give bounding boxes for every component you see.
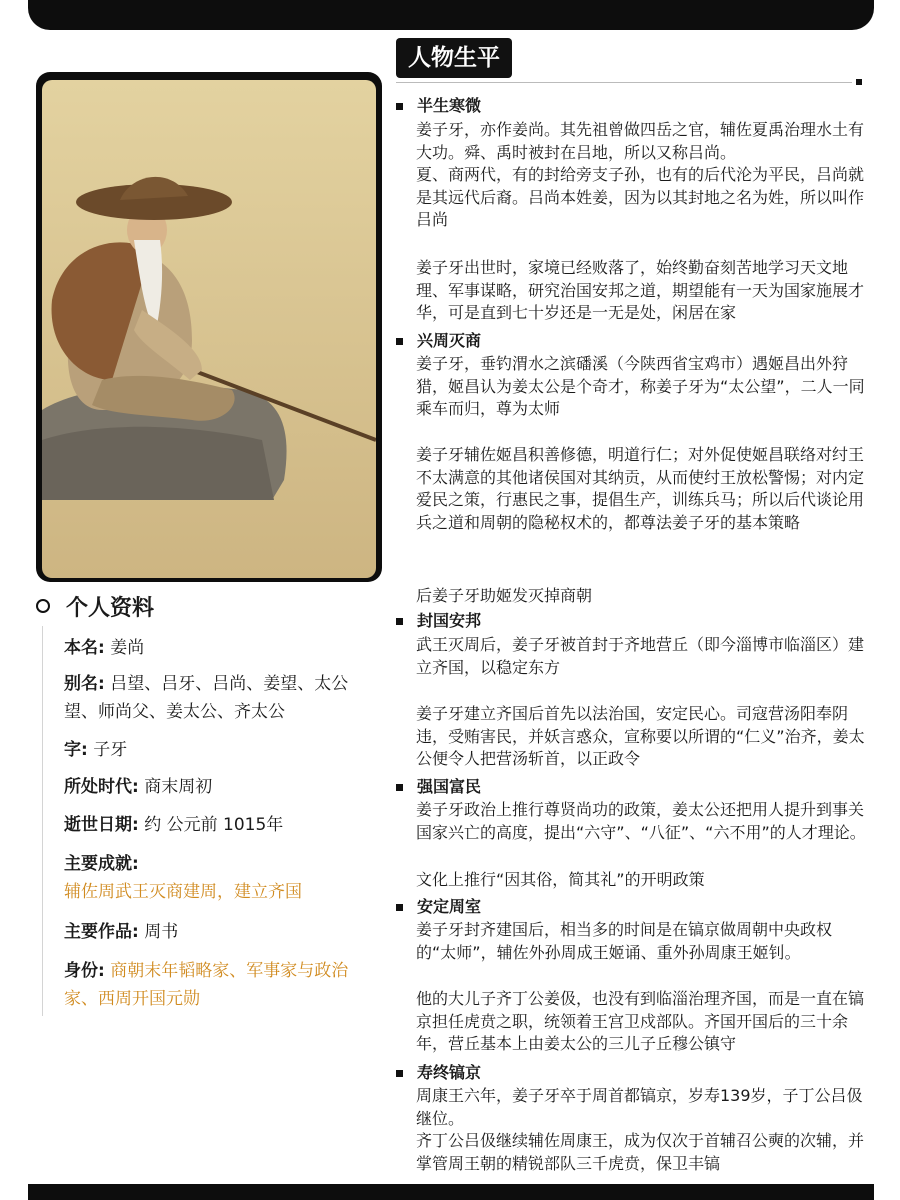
bio-divider [396, 82, 852, 83]
profile-header [36, 590, 154, 622]
field-label: 逝世日期: [64, 815, 139, 835]
section-paragraph: 姜子牙建立齐国后首先以法治国，安定民心。司寇营汤阳奉阴违，受贿害民，并妖言惑众，宣称要以所谓的“仁义”治齐，姜太公便令人把营汤斩首，以正政令 [416, 704, 865, 768]
bottom-banner-bar [28, 1184, 874, 1200]
section-paragraph: 夏、商两代，有的封给旁支子孙，也有的后代沦为平民，吕尚就是其远代后裔。吕尚本姓姜，因为以其封地之名为姓，所以叫作吕尚 [416, 165, 865, 229]
field-label: 本名: [64, 638, 105, 658]
section-paragraph: 姜子牙出世时，家境已经败落了，始终勤奋刻苦地学习天文地理、军事谋略，研究治国安邦之道，期望能有一天为国家施展才华，可是直到七十岁还是一无是处，闲居在家 [416, 258, 865, 322]
field-label: 字: [64, 740, 88, 760]
field-value: 商末周初 [144, 777, 213, 797]
field-value: 约 公元前 1015年 [144, 815, 284, 835]
field-value: 子牙 [93, 740, 128, 760]
section-paragraph: 后姜子牙助姬发灭掉商朝 [416, 586, 593, 605]
field-value: 姜尚 [110, 638, 145, 658]
circle-bullet-icon [36, 599, 50, 613]
section-paragraph: 姜子牙，垂钓渭水之滨磻溪（今陕西省宝鸡市）遇姬昌出外狩猎，姬昌认为姜太公是个奇才，称姜子牙为“太公望”，二人一同乘车而归，尊为太师 [416, 354, 865, 418]
section-paragraph: 姜子牙封齐建国后，相当多的时间是在镐京做周朝中央政权的“太师”，辅佐外孙周成王姬诵、重外孙周康王姬钊。 [416, 920, 833, 962]
section-paragraph: 文化上推行“因其俗，简其礼”的开明政策 [416, 870, 705, 889]
square-bullet-icon [396, 784, 403, 791]
square-bullet-icon [396, 338, 403, 345]
section-paragraph: 姜子牙政治上推行尊贤尚功的政策，姜太公还把用人提升到事关国家兴亡的高度，提出“六守”、“八征”、“六不用”的人才理论。 [416, 800, 866, 842]
field-label: 主要成就: [64, 854, 139, 874]
field-value: 商朝末年韬略家、军事家与政治家、西周开国元勋 [64, 961, 349, 1009]
section-paragraph: 齐丁公吕伋继续辅佐周康王，成为仅次于首辅召公奭的次辅，并掌管周王朝的精锐部队三千虎贲，保卫丰镐 [416, 1131, 865, 1173]
square-bullet-icon [396, 904, 403, 911]
section-paragraph: 他的大儿子齐丁公姜伋，也没有到临淄治理齐国，而是一直在镐京担任虎贲之职，统领着王宫卫戍部队。齐国开国后的三十余年，营丘基本上由姜太公的三儿子丘穆公镇守 [416, 989, 865, 1053]
square-bullet-icon [396, 618, 403, 625]
field-achievement [64, 850, 380, 906]
field-identity [64, 957, 380, 1013]
portrait-name [36, 570, 382, 582]
section-paragraph: 武王灭周后，姜子牙被首封于齐地营丘（即今淄博市临淄区）建立齐国，以稳定东方 [416, 635, 865, 677]
section-title: 强国富民 [396, 776, 481, 798]
profile-title: 个人资料 [66, 595, 155, 621]
section-title: 半生寒微 [396, 95, 481, 117]
square-bullet-icon [396, 103, 403, 110]
field-label: 所处时代: [64, 777, 139, 797]
profile-divider [42, 626, 43, 1016]
field-alias [64, 670, 380, 726]
section-title: 安定周室 [396, 896, 481, 918]
section-title: 寿终镐京 [396, 1062, 481, 1084]
section-title: 封国安邦 [396, 610, 481, 632]
section-paragraph: 周康王六年，姜子牙卒于周首都镐京，岁寿139岁，子丁公吕伋继位。 [416, 1086, 863, 1128]
field-courtesy-name [64, 736, 380, 764]
field-label: 主要作品: [64, 922, 139, 942]
field-value: 辅佐周武王灭商建周，建立齐国 [64, 882, 302, 902]
top-banner-bar [28, 0, 874, 30]
portrait-card [36, 72, 382, 582]
field-label: 别名: [64, 674, 105, 694]
field-value: 吕望、吕牙、吕尚、姜望、太公望、师尚父、姜太公、齐太公 [64, 674, 349, 722]
field-real-name [64, 634, 380, 662]
square-end-icon [856, 79, 862, 85]
section-title: 兴周灭商 [396, 330, 481, 352]
field-works [64, 918, 380, 946]
bio-title: 人物生平 [396, 38, 512, 78]
field-death-date [64, 811, 380, 839]
fisherman-illustration [42, 80, 376, 578]
square-bullet-icon [396, 1070, 403, 1077]
field-label: 身份: [64, 961, 105, 981]
field-value: 周书 [144, 922, 179, 942]
field-era [64, 773, 380, 801]
section-paragraph: 姜子牙，亦作姜尚。其先祖曾做四岳之官，辅佐夏禹治理水土有大功。舜、禹时被封在吕地，所以又称吕尚。 [416, 120, 865, 162]
section-paragraph: 姜子牙辅佐姬昌积善修德，明道行仁；对外促使姬昌联络对纣王不太满意的其他诸侯国对其纳贡，从而使纣王放松警惕；对内定爱民之策，行惠民之事，提倡生产，训练兵马；所以后代谈论用兵之道和周朝的隐秘权术的，都尊法姜子牙的基本策略 [416, 445, 865, 532]
